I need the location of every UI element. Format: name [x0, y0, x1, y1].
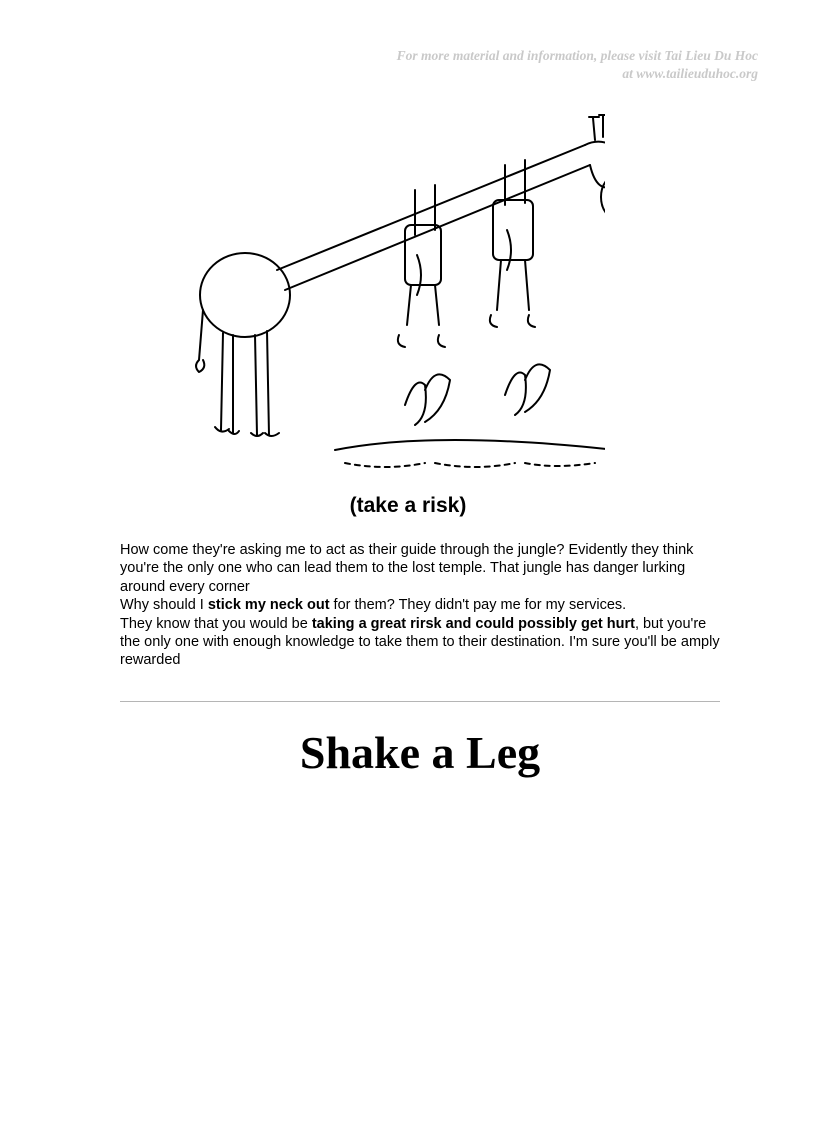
header-note — [238, 47, 758, 83]
header-line-2: at www.tailieuduhoc.org — [622, 66, 758, 81]
phrase-taking-a-great-risk: taking a great rirsk and could possibly get hurt — [311, 615, 635, 632]
paragraph-2-post: for them? They didn't pay me for my services. — [329, 597, 627, 614]
paragraph-2-pre: Why should I — [120, 597, 208, 614]
section-title: Shake a Leg — [299, 727, 541, 778]
section-divider — [120, 701, 720, 702]
paragraph-2 — [120, 596, 720, 614]
paragraph-3 — [120, 615, 720, 670]
body-text — [120, 541, 720, 670]
image-caption: (take a risk) — [349, 494, 467, 517]
paragraph-3-pre: They know that you would be — [120, 615, 312, 632]
paragraph-3-post: , but you're the only one with enough knowledge to take them to their destination. I'm sure you'll be amply rewarded — [120, 615, 720, 669]
giraffe-cartoon-icon — [185, 105, 605, 485]
header-line-1: For more material and information, please visit Tai Lieu Du Hoc — [396, 48, 758, 63]
idiom-stick-my-neck-out: stick my neck out — [207, 597, 330, 614]
paragraph-1: How come they're asking me to act as their guide through the jungle? Evidently they think you're the only one who can lead them to the lost temple. That jungle has danger lurking around every corner — [120, 542, 694, 595]
